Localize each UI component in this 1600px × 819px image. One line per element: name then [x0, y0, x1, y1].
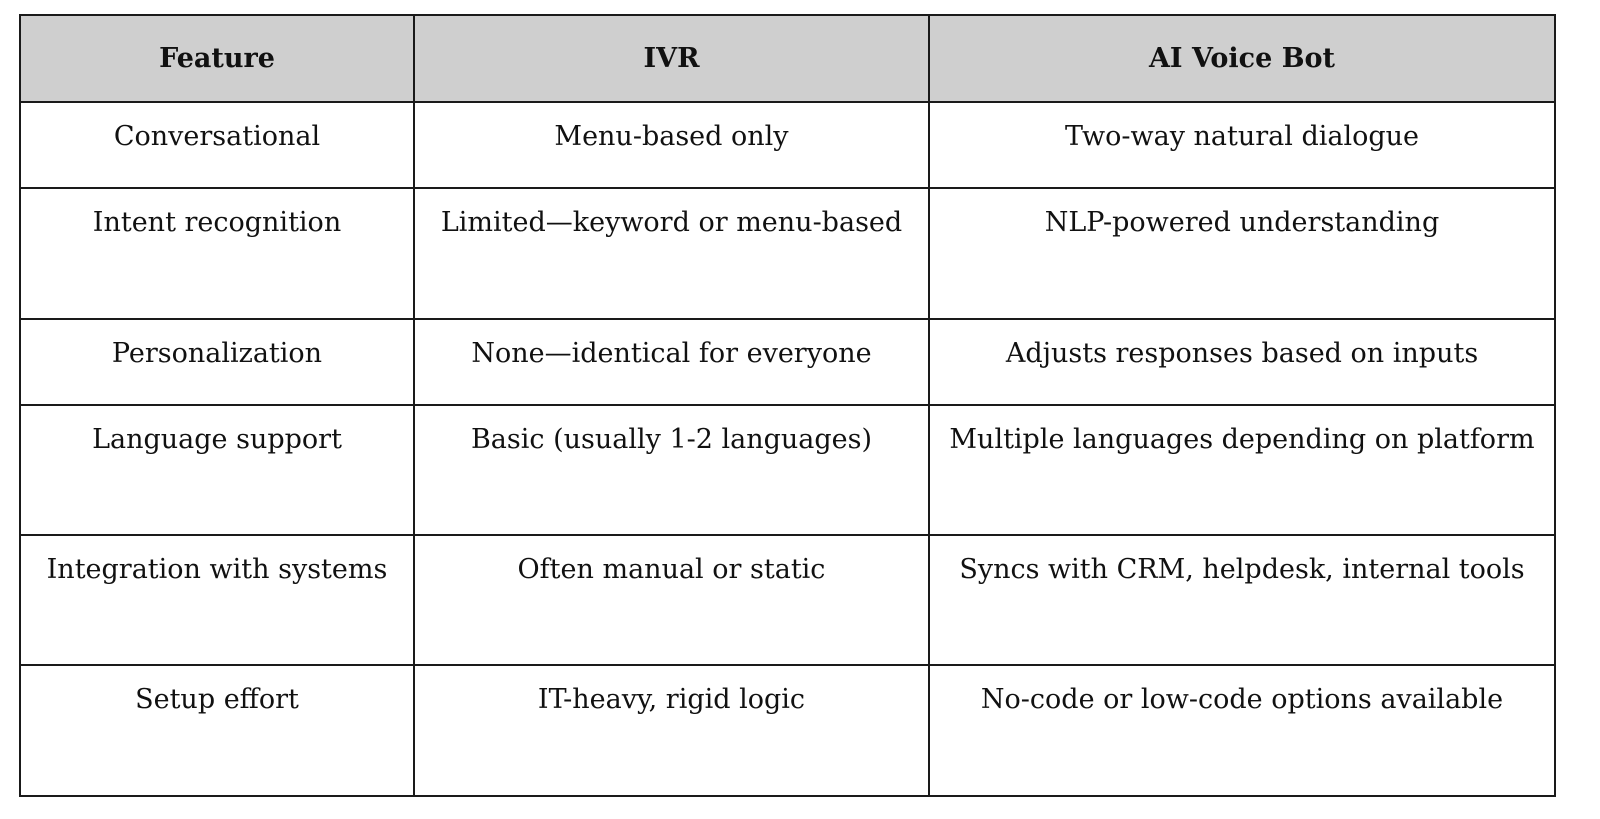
ai-voice-bot-cell: Two-way natural dialogue — [929, 102, 1555, 188]
table-row — [20, 405, 1555, 535]
table-row — [20, 319, 1555, 405]
ai-voice-bot-cell: NLP-powered understanding — [929, 188, 1555, 319]
header-feature: Feature — [20, 15, 414, 102]
header-ai-voice-bot: AI Voice Bot — [929, 15, 1555, 102]
ivr-cell: Menu-based only — [414, 102, 929, 188]
feature-cell: Integration with systems — [20, 535, 414, 665]
feature-cell: Language support — [20, 405, 414, 535]
table-row — [20, 188, 1555, 319]
comparison-table — [19, 14, 1556, 797]
header-row — [20, 15, 1555, 102]
ai-voice-bot-cell: Multiple languages depending on platform — [929, 405, 1555, 535]
ai-voice-bot-cell: Syncs with CRM, helpdesk, internal tools — [929, 535, 1555, 665]
header-ivr: IVR — [414, 15, 929, 102]
ivr-cell: None—identical for everyone — [414, 319, 929, 405]
ivr-cell: Basic (usually 1-2 languages) — [414, 405, 929, 535]
table-row — [20, 665, 1555, 796]
feature-cell: Intent recognition — [20, 188, 414, 319]
ai-voice-bot-cell: Adjusts responses based on inputs — [929, 319, 1555, 405]
ivr-cell: Often manual or static — [414, 535, 929, 665]
feature-cell: Conversational — [20, 102, 414, 188]
feature-cell: Personalization — [20, 319, 414, 405]
table-row — [20, 102, 1555, 188]
table-row — [20, 535, 1555, 665]
feature-cell: Setup effort — [20, 665, 414, 796]
ivr-cell: Limited—keyword or menu-based — [414, 188, 929, 319]
ai-voice-bot-cell: No-code or low-code options available — [929, 665, 1555, 796]
ivr-cell: IT-heavy, rigid logic — [414, 665, 929, 796]
